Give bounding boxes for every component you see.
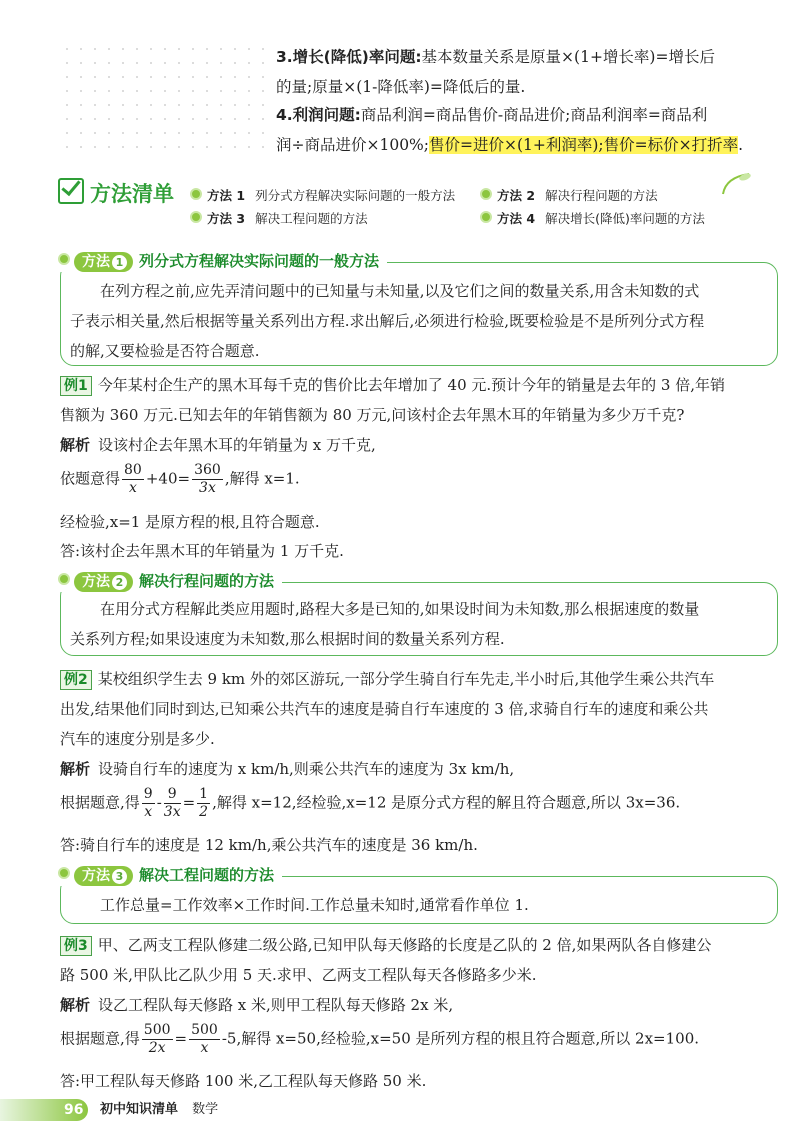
fraction: $\frac{500}{x}$ <box>191 1022 218 1056</box>
growth-rate-line1: 基本数量关系是原量×(1+增长率)=增长后 <box>421 48 715 66</box>
analysis-line: 解析 设乙工程队每天修路 x 米,则甲工程队每天修路 2x 米, <box>60 996 454 1014</box>
growth-rate-title: 3.增长(降低)率问题: <box>276 48 422 66</box>
decorative-dot-grid <box>60 42 270 154</box>
example-problem: 例2 某校组织学生去 9 km 外的郊区游玩,一部分学生骑自行车先走,半小时后,其他学生乘公共汽车 <box>60 668 714 690</box>
method-body: 工作总量=工作效率×工作时间.工作总量未知时,通常看作单位 1. <box>100 896 529 914</box>
page-number: 96 <box>64 1102 84 1118</box>
example-problem-cont: 路 500 米,甲队比乙队少用 5 天.求甲、乙两支工程队每天各修路多少米. <box>60 966 537 984</box>
method-body: 在用分式方程解此类应用题时,路程大多是已知的,如果设时间为未知数,那么根据速度的数量 关系列方程;如果设速度为未知数,那么根据时间的数量关系列方程. <box>70 600 700 648</box>
profit-line1: 商品利润=商品售价-商品进价;商品利润率=商品利 <box>360 106 708 124</box>
method-heading: 方法 2 解决行程问题的方法 <box>58 570 282 592</box>
answer-line: 答:甲工程队每天修路 100 米,乙工程队每天修路 50 米. <box>60 1072 427 1090</box>
footer-title <box>100 1099 218 1121</box>
method-title: 解决工程问题的方法 <box>139 866 275 884</box>
book-title: 初中知识清单 <box>100 1102 179 1117</box>
method-list-item: 方法 3 解决工程问题的方法 <box>190 209 368 227</box>
profit-section <box>276 100 776 160</box>
bullet-icon <box>480 211 492 223</box>
profit-line2-highlight: 售价=进价×(1+利润率);售价=标价×打折率 <box>429 136 739 154</box>
fraction: $\frac{500}{2x}$ <box>143 1022 171 1056</box>
bullet-icon <box>190 188 202 200</box>
bullet-icon <box>480 188 492 200</box>
example-problem-cont: 出发,结果他们同时到达,已知乘公共汽车的速度是骑自行车速度的 3 倍,求骑自行车的速度和乘公共 <box>60 700 709 718</box>
checkbox-icon <box>58 178 84 204</box>
fraction: $\frac{360}{3x}$ <box>194 462 221 496</box>
equation-line: 根据题意,得 $\frac{500}{2x}$ = $\frac{500}{x}$ -5,解得 x=50,经检验,x=50 是所列方程的根且符合题意,所以 2x=100. <box>60 1022 700 1056</box>
method-list-item: 方法 4 解决增长(降低)率问题的方法 <box>480 209 705 227</box>
bullet-icon <box>190 211 202 223</box>
profit-line2-end: . <box>738 136 744 154</box>
example-label: 例3 <box>60 936 92 956</box>
analysis-line: 解析 设骑自行车的速度为 x km/h,则乘公共汽车的速度为 3x km/h, <box>60 760 515 778</box>
example-problem: 例3 甲、乙两支工程队修建二级公路,已知甲队每天修路的长度是乙队的 2 倍,如果两队各自修建公 <box>60 934 711 956</box>
method-title: 列分式方程解决实际问题的一般方法 <box>139 252 380 270</box>
analysis-line: 解析 设该村企去年黑木耳的年销量为 x 万千克, <box>60 436 376 454</box>
method-list-item: 方法 1 列分式方程解决实际问题的一般方法 <box>190 186 455 204</box>
example-problem-cont: 汽车的速度分别是多少. <box>60 730 215 748</box>
answer-line: 答:该村企去年黑木耳的年销量为 1 万千克. <box>60 542 344 560</box>
profit-title: 4.利润问题: <box>276 106 361 124</box>
fraction: $\frac{9}{x}$ <box>143 786 153 820</box>
leaf-sprout-icon <box>715 168 755 198</box>
example-problem-cont: 售额为 360 万元.已知去年的年销售额为 80 万元,问该村企去年黑木耳的年销量为多少万千克? <box>60 406 685 424</box>
growth-rate-line2: 的量;原量×(1-降低率)=降低后的量. <box>276 78 526 96</box>
method-list-heading <box>58 178 174 208</box>
growth-rate-section <box>276 42 776 102</box>
method-title: 解决行程问题的方法 <box>139 572 275 590</box>
fraction: $\frac{9}{3x}$ <box>163 786 181 820</box>
check-line: 经检验,x=1 是原方程的根,且符合题意. <box>60 513 320 531</box>
equation-line: 根据题意,得 $\frac{9}{x}$ - $\frac{9}{3x}$ = $\frac{1}{2}$ ,解得 x=12,经检验,x=12 是原分式方程的解且符合题意,所以 3x=36. <box>60 786 681 820</box>
method-body: 在列方程之前,应先弄清问题中的已知量与未知量,以及它们之间的数量关系,用含未知数的式 子表示相关量,然后根据等量关系列出方程.求出解后,必须进行检验,既要检验是不是所列分式方程 的解,又要检验是否符合题意. <box>70 282 705 360</box>
method-heading: 方法 3 解决工程问题的方法 <box>58 864 282 886</box>
fraction: $\frac{1}{2}$ <box>199 786 209 820</box>
method-heading: 方法 1 列分式方程解决实际问题的一般方法 <box>58 250 387 272</box>
answer-line: 答:骑自行车的速度是 12 km/h,乘公共汽车的速度是 36 km/h. <box>60 836 478 854</box>
method-list-title: 方法清单 <box>90 182 174 206</box>
subject: 数学 <box>192 1102 219 1117</box>
example-label: 例1 <box>60 376 92 396</box>
profit-line2-plain: 润÷商品进价×100%; <box>276 136 430 154</box>
equation-line: 依题意得 $\frac{80}{x}$ +40= $\frac{360}{3x}$ ,解得 x=1. <box>60 462 300 496</box>
fraction: $\frac{80}{x}$ <box>124 462 142 496</box>
method-list-item: 方法 2 解决行程问题的方法 <box>480 186 658 204</box>
example-problem: 例1 今年某村企生产的黑木耳每千克的售价比去年增加了 40 元.预计今年的销量是去年的 3 倍,年销 <box>60 374 725 396</box>
example-label: 例2 <box>60 670 92 690</box>
